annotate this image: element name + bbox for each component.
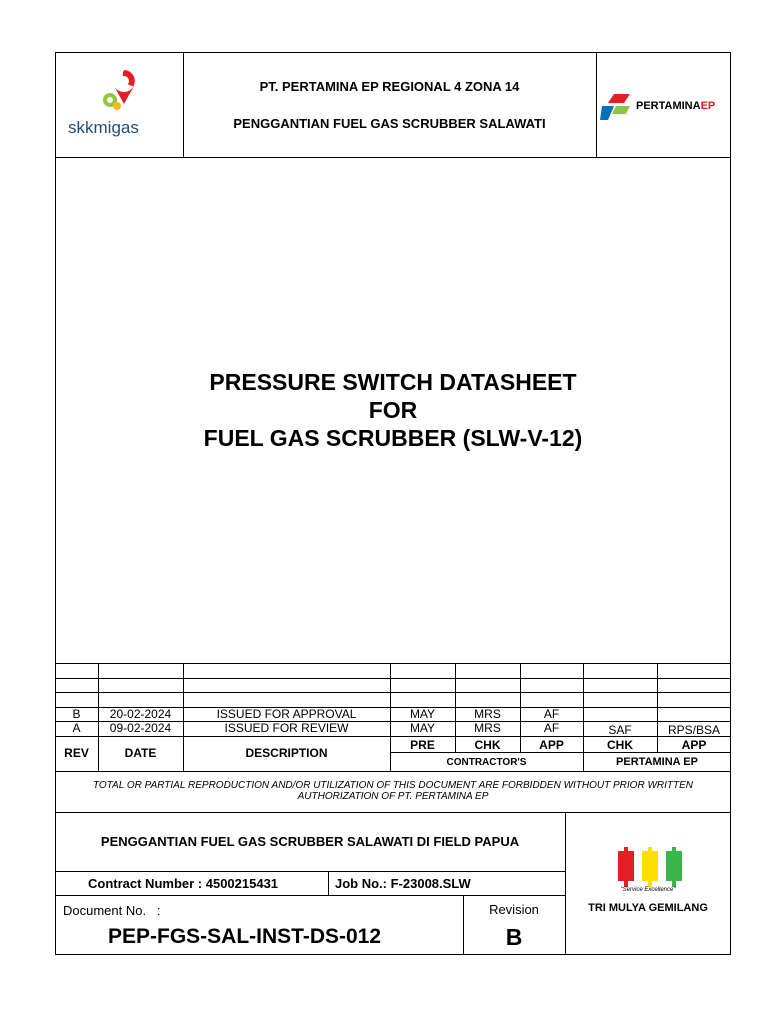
header-app: APP: [539, 738, 564, 752]
pertamina-logo: [600, 92, 730, 122]
header-owner-chk: CHK: [607, 738, 633, 752]
footer-line-2: [55, 895, 565, 896]
skkmigas-logo: [62, 66, 178, 142]
document-number-label: Document No. :: [63, 903, 161, 918]
header-owner: PERTAMINA EP: [616, 756, 698, 768]
job-number: Job No.: F-23008.SLW: [335, 876, 471, 891]
contractor-name: TRI MULYA GEMILANG: [588, 902, 708, 914]
header-chk: CHK: [474, 738, 501, 752]
contractor-mark-icon: [616, 847, 686, 887]
rev-b-date: 20-02-2024: [109, 707, 172, 721]
rev-a-date: 09-02-2024: [109, 721, 172, 735]
header-rev: REV: [64, 746, 89, 760]
title-line-1: PRESSURE SWITCH DATASHEET: [209, 369, 577, 395]
header-divider-left: [183, 52, 184, 158]
rev-b-pre: MAY: [409, 707, 436, 721]
rev-b-app: AF: [543, 707, 560, 721]
header-bottom-line: [55, 157, 731, 158]
footer-line-1: [55, 871, 565, 872]
rev-a-owner-chk: SAF: [608, 723, 632, 737]
document-title: [55, 368, 731, 452]
pertamina-mark-icon: [600, 94, 634, 122]
contractor-logo: [565, 812, 731, 955]
rev-b-chk: MRS: [474, 707, 501, 721]
title-line-3: FUEL GAS SCRUBBER (SLW-V-12): [203, 425, 583, 451]
header-pre: PRE: [410, 738, 435, 752]
header-owner-app: APP: [681, 738, 707, 752]
rev-a-pre: MAY: [409, 721, 436, 735]
header-contractor: CONTRACTOR'S: [446, 757, 527, 768]
company-name: PT. PERTAMINA EP REGIONAL 4 ZONA 14: [259, 79, 520, 94]
rev-a-owner-app: RPS/BSA: [667, 723, 721, 737]
rev-a-app: AF: [543, 721, 560, 735]
revision-label: Revision: [489, 902, 539, 917]
rev-a-rev: A: [72, 721, 81, 735]
contractor-tagline: "Service Excellence": [620, 887, 676, 893]
reproduction-notice: TOTAL OR PARTIAL REPRODUCTION AND/OR UTILIZATION OF THIS DOCUMENT ARE FORBIDDEN WITHOUT PRIOR WRITTEN AUTHORIZATION OF PT. PERTAMINA EP: [92, 780, 694, 802]
rev-b-rev: B: [72, 707, 81, 721]
revision-value: B: [505, 924, 523, 950]
header-date: DATE: [124, 746, 157, 760]
header-description: DESCRIPTION: [245, 746, 328, 760]
pertamina-logo-suffix: EP: [700, 100, 716, 112]
rev-b-description: ISSUED FOR APPROVAL: [216, 707, 357, 721]
contract-number: Contract Number : 4500215431: [88, 876, 279, 891]
document-number: PEP-FGS-SAL-INST-DS-012: [108, 925, 382, 948]
rev-a-chk: MRS: [474, 721, 501, 735]
project-name: PENGGANTIAN FUEL GAS SCRUBBER SALAWATI: [233, 116, 546, 131]
footer-divider-job: [328, 871, 329, 895]
title-line-2: FOR: [368, 397, 418, 423]
header-divider-right: [596, 52, 597, 158]
skkmigas-logo-text: skkmigas: [68, 118, 139, 137]
rev-a-description: ISSUED FOR REVIEW: [224, 721, 349, 735]
pertamina-logo-text: PERTAMINA: [636, 100, 701, 112]
project-full-name: PENGGANTIAN FUEL GAS SCRUBBER SALAWATI DI FIELD PAPUA: [100, 834, 520, 849]
